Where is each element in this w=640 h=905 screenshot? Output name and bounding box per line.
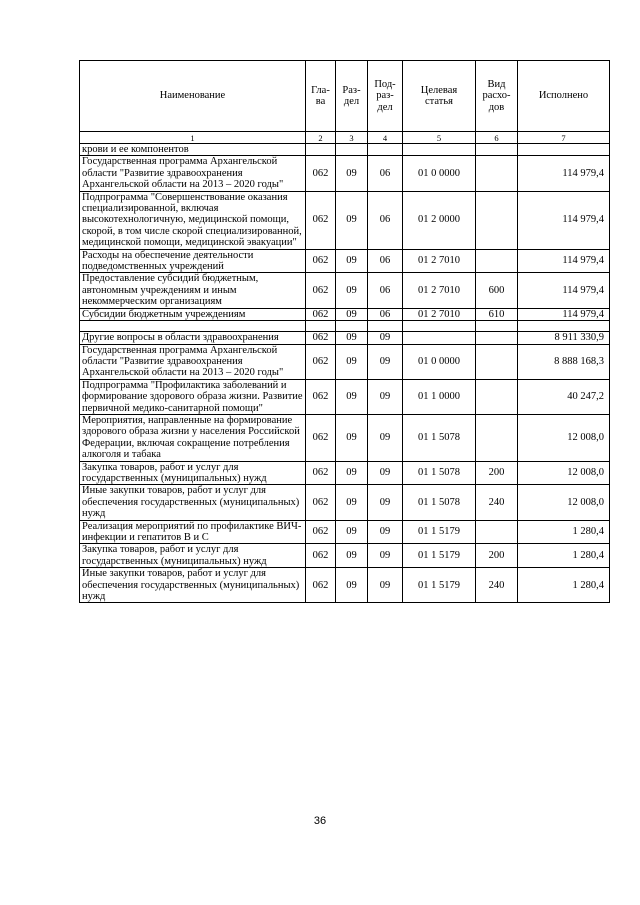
table-row [80, 379, 610, 414]
table-row [80, 544, 610, 568]
cell-expense-type [476, 144, 518, 156]
cell-section: 09 [336, 249, 368, 273]
header-name: Наименование [80, 61, 306, 132]
cell-executed: 8 911 330,9 [518, 332, 610, 344]
cell-executed: 114 979,4 [518, 191, 610, 249]
cell-subsection: 09 [368, 414, 403, 461]
cell-name: Государственная программа Архангельской области "Развитие здравоохранения Архангельской области на 2013 – 2020 годы" [80, 344, 306, 379]
cell-section: 09 [336, 191, 368, 249]
table-body [80, 144, 610, 603]
cell-expense-type [476, 379, 518, 414]
cell-subsection: 06 [368, 308, 403, 320]
cell-target-article: 01 1 0000 [403, 379, 476, 414]
cell-expense-type: 610 [476, 308, 518, 320]
cell-target-article: 01 1 5179 [403, 520, 476, 544]
cell-name: Государственная программа Архангельской области "Развитие здравоохранения Архангельской области на 2013 – 2020 годы" [80, 156, 306, 191]
cell-chapter: 062 [306, 273, 336, 308]
cell-target-article: 01 2 7010 [403, 273, 476, 308]
cell-target-article: 01 2 7010 [403, 308, 476, 320]
cell-subsection: 09 [368, 344, 403, 379]
cell-chapter: 062 [306, 156, 336, 191]
header-row [80, 61, 610, 132]
table-row [80, 249, 610, 273]
cell-chapter: 062 [306, 379, 336, 414]
cell-chapter: 062 [306, 544, 336, 568]
cell-executed: 1 280,4 [518, 520, 610, 544]
header-executed: Исполнено [518, 61, 610, 132]
cell-executed: 114 979,4 [518, 308, 610, 320]
cell-name: Реализация мероприятий по профилактике ВИЧ-инфекции и гепатитов В и С [80, 520, 306, 544]
header-subsection: Под- раз- дел [368, 61, 403, 132]
cell-expense-type [476, 344, 518, 379]
cell-subsection: 09 [368, 520, 403, 544]
cell-executed [518, 144, 610, 156]
cell-section: 09 [336, 156, 368, 191]
cell-executed: 1 280,4 [518, 544, 610, 568]
cell-executed: 8 888 168,3 [518, 344, 610, 379]
cell-subsection: 09 [368, 485, 403, 520]
cell-subsection: 09 [368, 544, 403, 568]
cell-section: 09 [336, 485, 368, 520]
cell-section: 09 [336, 273, 368, 308]
cell-expense-type [476, 191, 518, 249]
table-row [80, 568, 610, 603]
header-expense-type: Вид расхо- дов [476, 61, 518, 132]
table-row [80, 344, 610, 379]
cell-chapter: 062 [306, 308, 336, 320]
cell-section: 09 [336, 461, 368, 485]
header-target-article: Целевая статья [403, 61, 476, 132]
cell-section: 09 [336, 414, 368, 461]
cell-subsection [368, 144, 403, 156]
cell-chapter: 062 [306, 332, 336, 344]
table-row [80, 156, 610, 191]
cell-expense-type [476, 520, 518, 544]
column-number-row [80, 132, 610, 144]
cell-section: 09 [336, 379, 368, 414]
cell-subsection: 09 [368, 332, 403, 344]
column-number: 6 [476, 132, 518, 144]
cell-target-article: 01 1 5179 [403, 544, 476, 568]
cell-executed: 40 247,2 [518, 379, 610, 414]
cell-executed: 12 008,0 [518, 461, 610, 485]
cell-executed: 12 008,0 [518, 414, 610, 461]
cell-executed: 114 979,4 [518, 156, 610, 191]
cell-name: Расходы на обеспечение деятельности подведомственных учреждений [80, 249, 306, 273]
cell-section: 09 [336, 308, 368, 320]
cell-target-article: 01 1 5078 [403, 414, 476, 461]
cell-executed: 114 979,4 [518, 249, 610, 273]
cell-name: крови и ее компонентов [80, 144, 306, 156]
cell-chapter: 062 [306, 520, 336, 544]
cell-expense-type: 600 [476, 273, 518, 308]
spacer-cell [518, 321, 610, 332]
header-chapter: Гла- ва [306, 61, 336, 132]
column-number: 3 [336, 132, 368, 144]
cell-expense-type [476, 414, 518, 461]
cell-chapter: 062 [306, 344, 336, 379]
cell-section: 09 [336, 568, 368, 603]
cell-expense-type [476, 156, 518, 191]
cell-chapter: 062 [306, 249, 336, 273]
column-number: 1 [80, 132, 306, 144]
cell-name: Подпрограмма "Профилактика заболеваний и формирование здорового образа жизни. Развитие первичной медико-санитарной помощи" [80, 379, 306, 414]
cell-subsection: 06 [368, 273, 403, 308]
table-row [80, 520, 610, 544]
cell-name: Подпрограмма "Совершенствование оказания специализированной, включая высокотехнологичную, медицинской помощи, скорой, в том числе скорой специализированной, медицинской помощи, медицинской эвакуации" [80, 191, 306, 249]
spacer-cell [403, 321, 476, 332]
spacer-cell [306, 321, 336, 332]
cell-expense-type: 200 [476, 544, 518, 568]
table-row [80, 414, 610, 461]
column-number: 7 [518, 132, 610, 144]
table-row [80, 461, 610, 485]
cell-section: 09 [336, 344, 368, 379]
cell-name: Предоставление субсидий бюджетным, автономным учреждениям и иным некоммерческим организациям [80, 273, 306, 308]
cell-chapter: 062 [306, 191, 336, 249]
cell-target-article [403, 332, 476, 344]
spacer-cell [80, 321, 306, 332]
cell-section: 09 [336, 332, 368, 344]
cell-name: Иные закупки товаров, работ и услуг для обеспечения государственных (муниципальных) нужд [80, 485, 306, 520]
cell-expense-type [476, 332, 518, 344]
cell-name: Другие вопросы в области здравоохранения [80, 332, 306, 344]
cell-name: Иные закупки товаров, работ и услуг для обеспечения государственных (муниципальных) нужд [80, 568, 306, 603]
cell-chapter [306, 144, 336, 156]
cell-target-article: 01 1 5078 [403, 485, 476, 520]
cell-subsection: 06 [368, 156, 403, 191]
cell-expense-type [476, 249, 518, 273]
cell-subsection: 06 [368, 191, 403, 249]
cell-subsection: 09 [368, 461, 403, 485]
spacer-row [80, 321, 610, 332]
cell-executed: 1 280,4 [518, 568, 610, 603]
cell-target-article: 01 0 0000 [403, 344, 476, 379]
cell-chapter: 062 [306, 568, 336, 603]
cell-name: Субсидии бюджетным учреждениям [80, 308, 306, 320]
cell-executed: 12 008,0 [518, 485, 610, 520]
cell-target-article: 01 2 0000 [403, 191, 476, 249]
cell-chapter: 062 [306, 485, 336, 520]
cell-subsection: 09 [368, 379, 403, 414]
cell-section: 09 [336, 544, 368, 568]
table-row [80, 332, 610, 344]
cell-target-article: 01 2 7010 [403, 249, 476, 273]
cell-target-article [403, 144, 476, 156]
column-number: 4 [368, 132, 403, 144]
cell-executed: 114 979,4 [518, 273, 610, 308]
column-number: 2 [306, 132, 336, 144]
column-number: 5 [403, 132, 476, 144]
cell-name: Закупка товаров, работ и услуг для государственных (муниципальных) нужд [80, 461, 306, 485]
table-row [80, 485, 610, 520]
cell-name: Закупка товаров, работ и услуг для государственных (муниципальных) нужд [80, 544, 306, 568]
spacer-cell [368, 321, 403, 332]
cell-chapter: 062 [306, 461, 336, 485]
cell-expense-type: 240 [476, 485, 518, 520]
page-number: 36 [313, 815, 327, 827]
table-row [80, 273, 610, 308]
budget-table [79, 60, 610, 603]
cell-section [336, 144, 368, 156]
cell-target-article: 01 1 5078 [403, 461, 476, 485]
cell-section: 09 [336, 520, 368, 544]
spacer-cell [476, 321, 518, 332]
table-row [80, 144, 610, 156]
table-row [80, 308, 610, 320]
cell-expense-type: 200 [476, 461, 518, 485]
cell-target-article: 01 0 0000 [403, 156, 476, 191]
cell-target-article: 01 1 5179 [403, 568, 476, 603]
cell-subsection: 09 [368, 568, 403, 603]
cell-subsection: 06 [368, 249, 403, 273]
cell-name: Мероприятия, направленные на формирование здорового образа жизни у населения Российской Федерации, включая сокращение потребления алкоголя и табака [80, 414, 306, 461]
cell-expense-type: 240 [476, 568, 518, 603]
table-row [80, 191, 610, 249]
cell-chapter: 062 [306, 414, 336, 461]
spacer-cell [336, 321, 368, 332]
header-section: Раз- дел [336, 61, 368, 132]
